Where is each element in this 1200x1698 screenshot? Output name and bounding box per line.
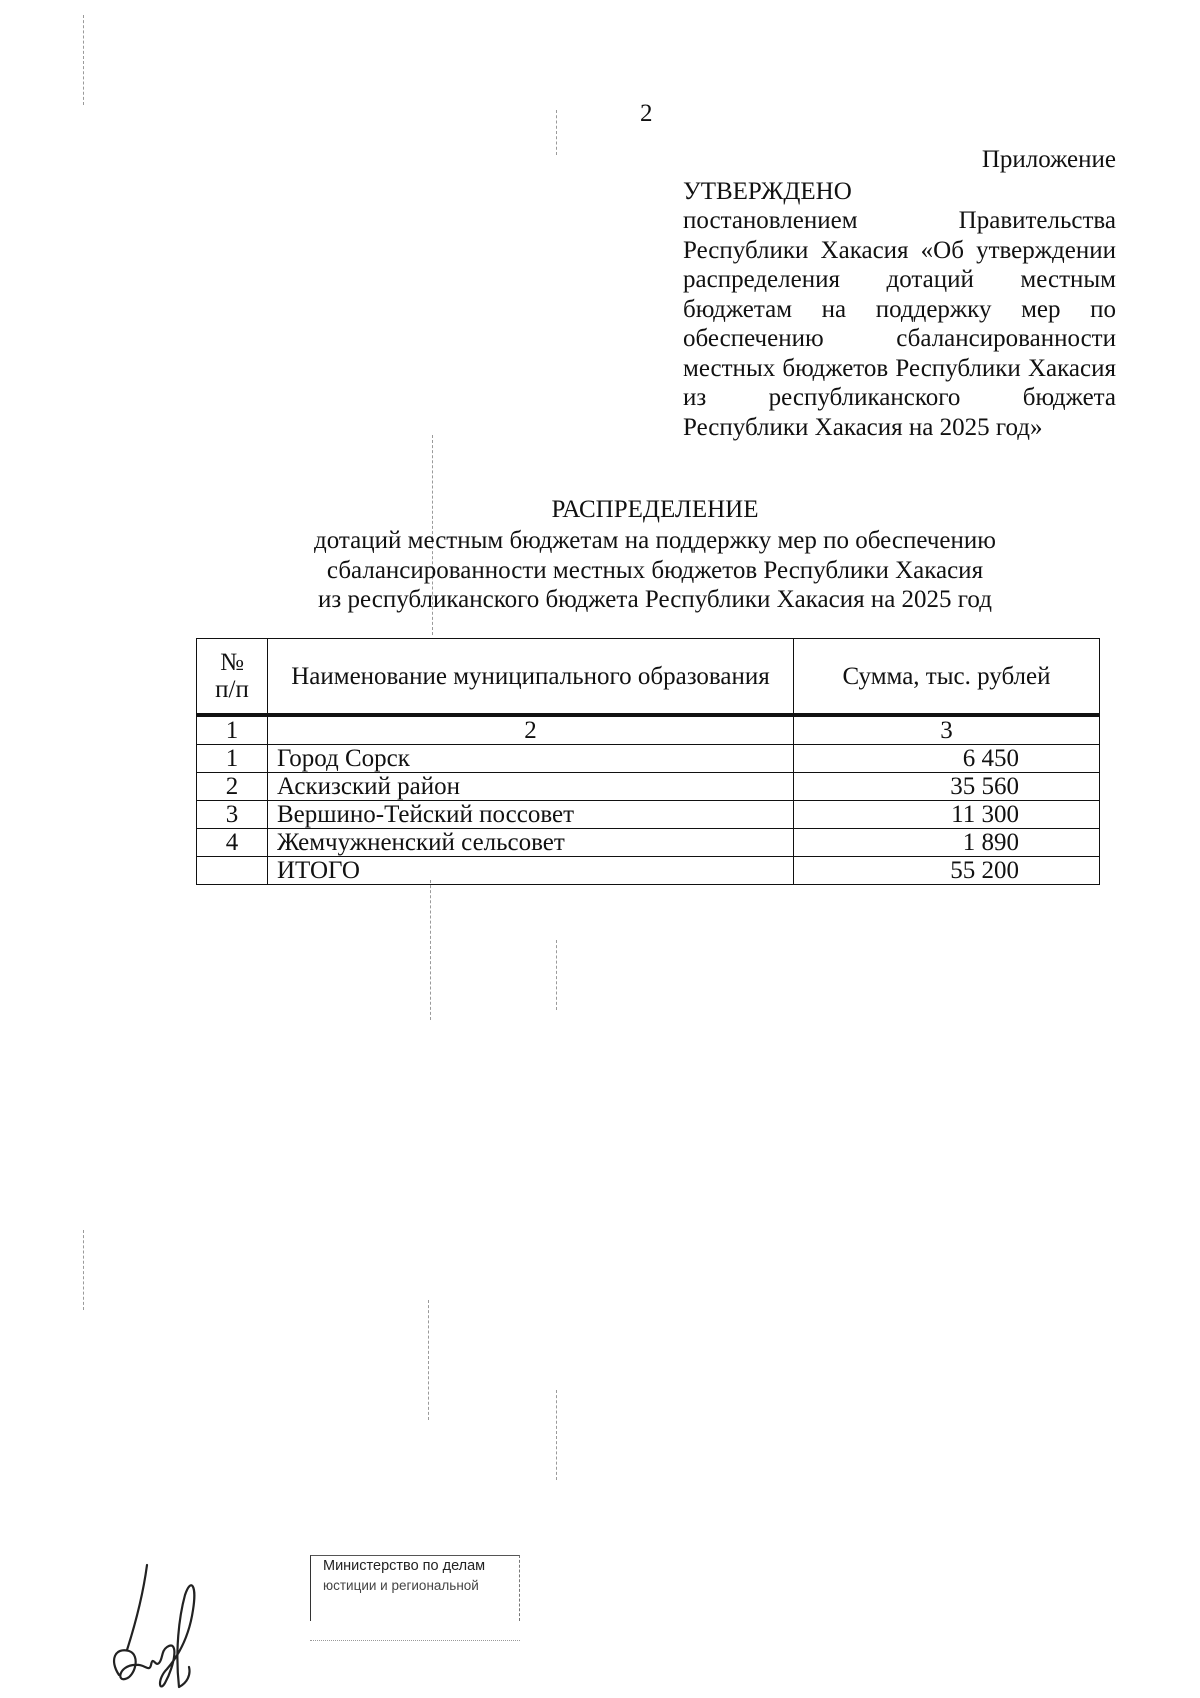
scan-artifact-line bbox=[428, 1300, 429, 1420]
row-number: 3 bbox=[197, 801, 268, 829]
row-sum: 35 560 bbox=[794, 773, 1100, 801]
total-label: ИТОГО bbox=[268, 857, 794, 885]
row-name: Город Сорск bbox=[268, 745, 794, 773]
column-index: 2 bbox=[268, 717, 794, 745]
table-row bbox=[197, 829, 1100, 857]
column-index: 1 bbox=[197, 717, 268, 745]
page-number: 2 bbox=[640, 100, 653, 127]
row-number: 2 bbox=[197, 773, 268, 801]
total-sum: 55 200 bbox=[794, 857, 1100, 885]
row-name: Вершино-Тейский поссовет bbox=[268, 801, 794, 829]
signature-icon bbox=[105, 1555, 215, 1695]
row-number: 1 bbox=[197, 745, 268, 773]
subtitle-line: из республиканского бюджета Республики Хакасия на 2025 год bbox=[318, 586, 992, 613]
annex-label: Приложение bbox=[981, 146, 1116, 173]
scan-artifact-line bbox=[83, 15, 84, 105]
stamp-line: Министерство по делам bbox=[323, 1558, 486, 1574]
scan-artifact-line bbox=[556, 110, 557, 155]
table-header-row bbox=[197, 639, 1100, 715]
table-row bbox=[197, 773, 1100, 801]
header-number bbox=[197, 639, 268, 715]
header-sum: Сумма, тыс. рублей bbox=[794, 639, 1100, 715]
column-index-row bbox=[197, 717, 1100, 745]
distribution-table bbox=[196, 638, 1100, 885]
row-name: Жемчужненский сельсовет bbox=[268, 829, 794, 857]
scan-artifact-line bbox=[83, 1230, 84, 1310]
subtitle-line: сбалансированности местных бюджетов Республики Хакасия bbox=[326, 556, 984, 584]
registration-stamp bbox=[310, 1555, 520, 1621]
header-number-pp: п/п bbox=[215, 676, 249, 703]
stamp-line: юстиции и региональной bbox=[323, 1578, 479, 1593]
subtitle-line: дотаций местным бюджетам на поддержку мер по обеспечению bbox=[314, 527, 996, 554]
row-sum: 11 300 bbox=[794, 801, 1100, 829]
scan-artifact-line bbox=[430, 880, 431, 1020]
table-row bbox=[197, 745, 1100, 773]
document-title: РАСПРЕДЕЛЕНИЕ bbox=[551, 496, 759, 523]
annex-text: постановлением Правительства Республики Хакасия «Об утверждении распределения дотаций местным бюджетам на поддержку мер по обеспечению сбалансированности местных бюджетов Республики Хакасия из республиканского бюджета Республики Хакасия на 2025 год» bbox=[683, 207, 1116, 441]
annex-block bbox=[683, 145, 1116, 442]
total-row bbox=[197, 857, 1100, 885]
row-sum: 6 450 bbox=[794, 745, 1100, 773]
approved-heading: УТВЕРЖДЕНО bbox=[683, 178, 852, 205]
column-index: 3 bbox=[794, 717, 1100, 745]
stamp-bottom-edge bbox=[310, 1640, 520, 1641]
table-row bbox=[197, 801, 1100, 829]
document-subtitle bbox=[0, 526, 1200, 615]
row-sum: 1 890 bbox=[794, 829, 1100, 857]
row-name: Аскизский район bbox=[268, 773, 794, 801]
header-number-sign: № bbox=[220, 649, 244, 676]
header-name: Наименование муниципального образования bbox=[268, 639, 794, 715]
row-number: 4 bbox=[197, 829, 268, 857]
total-number bbox=[197, 857, 268, 885]
scan-artifact-line bbox=[556, 1390, 557, 1480]
scan-artifact-line bbox=[556, 940, 557, 1010]
